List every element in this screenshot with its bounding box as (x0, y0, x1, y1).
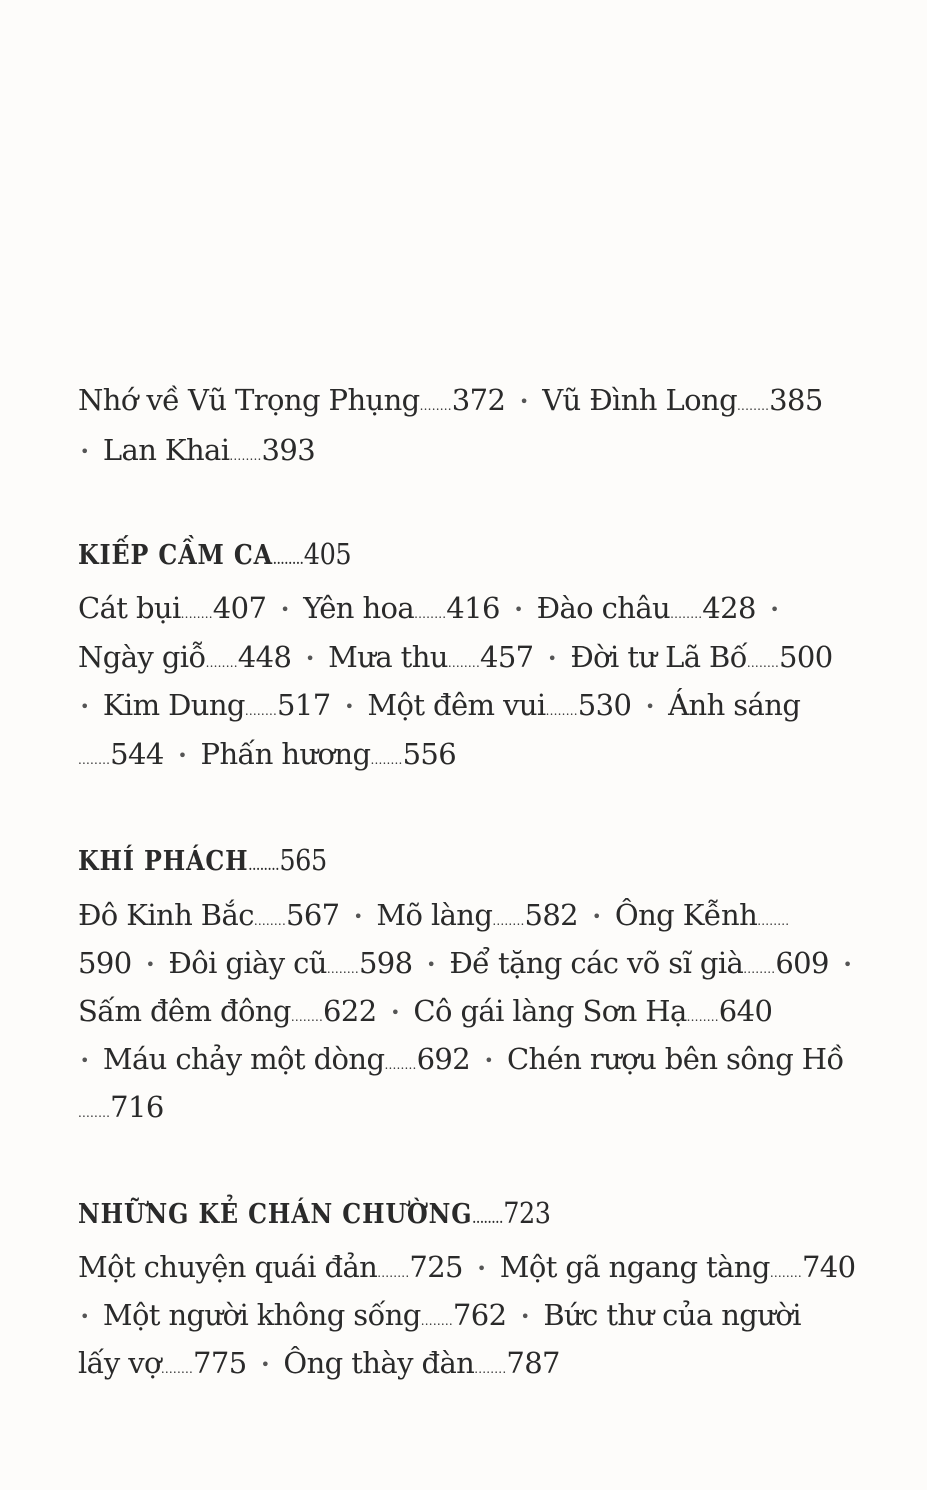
toc-entry-title: Đào châu (536, 591, 671, 625)
bullet-separator: • (353, 907, 363, 926)
section-heading (78, 843, 327, 877)
toc-entry-title: Nhớ về Vũ Trọng Phụng (78, 383, 420, 417)
leader-dots: ........ (492, 914, 525, 928)
leader-dots: ........ (253, 914, 286, 928)
section-heading-title: KHÍ PHÁCH (78, 846, 249, 877)
bullet-separator: • (520, 1307, 530, 1326)
toc-entry-page: 556 (402, 737, 457, 771)
bullet-separator: • (513, 600, 523, 619)
leader-dots: ........ (472, 1212, 504, 1226)
toc-entry-title: Ông Kễnh (614, 898, 758, 932)
toc-entry-title: Phấn hương (200, 737, 371, 771)
toc-entry-page: 428 (702, 591, 756, 625)
leader-dots: ........ (746, 656, 780, 670)
bullet-separator: • (842, 955, 852, 974)
leader-dots: ........ (248, 859, 280, 873)
section-heading-title: NHỮNG KẺ CHÁN CHƯỜNG (78, 1199, 473, 1230)
toc-line (78, 737, 457, 771)
bullet-separator: • (80, 1307, 89, 1326)
bullet-separator: • (344, 697, 354, 716)
toc-entry-title: Cát bụi (78, 591, 181, 625)
leader-dots: ........ (272, 553, 304, 567)
toc-entry-title: Bức thư của người (543, 1298, 801, 1332)
leader-dots: ........ (370, 753, 403, 767)
leader-dots: ........ (447, 656, 480, 670)
toc-entry-page: 787 (506, 1346, 560, 1380)
toc-entry-title-continued: lấy vợ (78, 1346, 161, 1380)
toc-entry-title: Đôi giày cũ (168, 946, 327, 980)
leader-dots: ........ (326, 962, 359, 976)
bullet-separator: • (390, 1003, 400, 1022)
leader-dots: ........ (78, 1106, 111, 1120)
toc-entry-page: 567 (285, 898, 340, 932)
bullet-separator: • (305, 649, 315, 668)
toc-line (78, 946, 852, 980)
leader-dots: ........ (737, 399, 770, 413)
bullet-separator: • (177, 746, 187, 765)
bullet-separator: • (547, 649, 557, 668)
toc-entry-title: Ngày giỗ (78, 640, 206, 674)
bullet-separator: • (426, 955, 436, 974)
toc-line (78, 591, 779, 625)
toc-entry-page: 740 (801, 1250, 856, 1284)
bullet-separator: • (145, 955, 155, 974)
toc-line (78, 1042, 844, 1076)
toc-entry-title: Vũ Đình Long (542, 383, 738, 417)
toc-entry-title: Cô gái làng Sơn Hạ (413, 994, 687, 1028)
toc-entry-title: Một đêm vui (367, 688, 546, 722)
toc-entry-title: Kim Dung (102, 688, 245, 722)
toc-line (78, 1090, 164, 1124)
leader-dots: ........ (160, 1362, 194, 1376)
leader-dots: ........ (757, 914, 790, 928)
leader-dots: ........ (180, 607, 213, 621)
section-heading (78, 537, 352, 571)
toc-entry-page: 448 (237, 640, 292, 674)
toc-entry-title: Đời tư Lã Bố (570, 640, 747, 674)
leader-dots: ........ (229, 449, 262, 463)
leader-dots: ........ (420, 1314, 453, 1328)
toc-entry-page: 544 (110, 737, 164, 771)
bullet-separator: • (645, 697, 655, 716)
toc-line (78, 1298, 801, 1332)
toc-entry-title: Ánh sáng (668, 688, 801, 722)
toc-entry-title: Máu chảy một dòng (102, 1042, 385, 1076)
toc-entry-page: 775 (193, 1346, 247, 1380)
toc-entry-title: Một gã ngang tàng (499, 1250, 770, 1284)
toc-entry-page: 407 (212, 591, 267, 625)
bullet-separator: • (80, 442, 89, 461)
toc-entry-page: 385 (769, 383, 823, 417)
toc-entry-title: Một người không sống (102, 1298, 421, 1332)
bullet-separator: • (519, 392, 529, 411)
toc-line (78, 383, 823, 417)
toc-entry-page: 692 (416, 1042, 471, 1076)
leader-dots: ........ (377, 1266, 410, 1280)
bullet-separator: • (592, 907, 601, 926)
leader-dots: ........ (419, 399, 452, 413)
section-heading-title: KIẾP CẦM CA (78, 540, 273, 571)
leader-dots: ........ (205, 656, 238, 670)
toc-entry-page: 622 (323, 994, 377, 1028)
leader-dots: ........ (769, 1266, 802, 1280)
toc-entry-title: Mưa thu (328, 640, 448, 674)
toc-entry-page: 725 (409, 1250, 463, 1284)
toc-entry-page: 530 (577, 688, 632, 722)
bullet-separator: • (260, 1355, 270, 1374)
toc-entry-title: Yên hoa (303, 591, 415, 625)
leader-dots: ........ (290, 1010, 323, 1024)
toc-entry-page: 590 (78, 946, 132, 980)
leader-dots: ........ (545, 704, 578, 718)
toc-entry-title: Sấm đêm đông (78, 994, 291, 1028)
toc-entry-page: 582 (524, 898, 579, 932)
toc-entry-page: 517 (277, 688, 331, 722)
toc-entry-title: Ông thày đàn (283, 1346, 475, 1380)
toc-entry-page: 457 (479, 640, 534, 674)
leader-dots: ........ (686, 1010, 719, 1024)
toc-line (78, 688, 801, 722)
toc-entry-page: 500 (779, 640, 833, 674)
toc-line (78, 994, 773, 1028)
section-heading-page: 723 (503, 1196, 551, 1230)
toc-line (78, 898, 790, 932)
leader-dots: ........ (78, 753, 111, 767)
toc-entry-page: 416 (446, 591, 500, 625)
bullet-separator: • (80, 697, 89, 716)
toc-entry-page: 609 (775, 946, 829, 980)
toc-entry-title: Đô Kinh Bắc (78, 898, 254, 932)
toc-entry-title: Để tặng các võ sĩ già (449, 946, 744, 980)
toc-line (78, 433, 316, 467)
toc-entry-page: 640 (718, 994, 773, 1028)
bullet-separator: • (476, 1259, 486, 1278)
leader-dots: ........ (474, 1362, 507, 1376)
toc-entry-title: Chén rượu bên sông Hồ (506, 1042, 844, 1076)
toc-line (78, 1346, 560, 1380)
bullet-separator: • (484, 1051, 493, 1070)
toc-line (78, 640, 833, 674)
section-heading (78, 1196, 551, 1230)
toc-entry-page: 762 (452, 1298, 507, 1332)
bullet-separator: • (769, 600, 779, 619)
toc-entry-page: 393 (261, 433, 316, 467)
toc-entry-title: Một chuyện quái đản (78, 1250, 378, 1284)
toc-entry-page: 598 (358, 946, 413, 980)
section-heading-page: 405 (303, 537, 352, 571)
toc-entry-title: Mõ làng (376, 898, 493, 932)
toc-entry-page: 716 (110, 1090, 164, 1124)
leader-dots: ........ (384, 1058, 417, 1072)
leader-dots: ........ (743, 962, 776, 976)
bullet-separator: • (280, 600, 290, 619)
toc-entry-title: Lan Khai (102, 433, 230, 467)
toc-entry-page: 372 (451, 383, 506, 417)
bullet-separator: • (80, 1051, 89, 1070)
toc-line (78, 1250, 856, 1284)
leader-dots: ........ (414, 607, 447, 621)
section-heading-page: 565 (279, 843, 327, 877)
leader-dots: ........ (670, 607, 703, 621)
leader-dots: ........ (244, 704, 277, 718)
